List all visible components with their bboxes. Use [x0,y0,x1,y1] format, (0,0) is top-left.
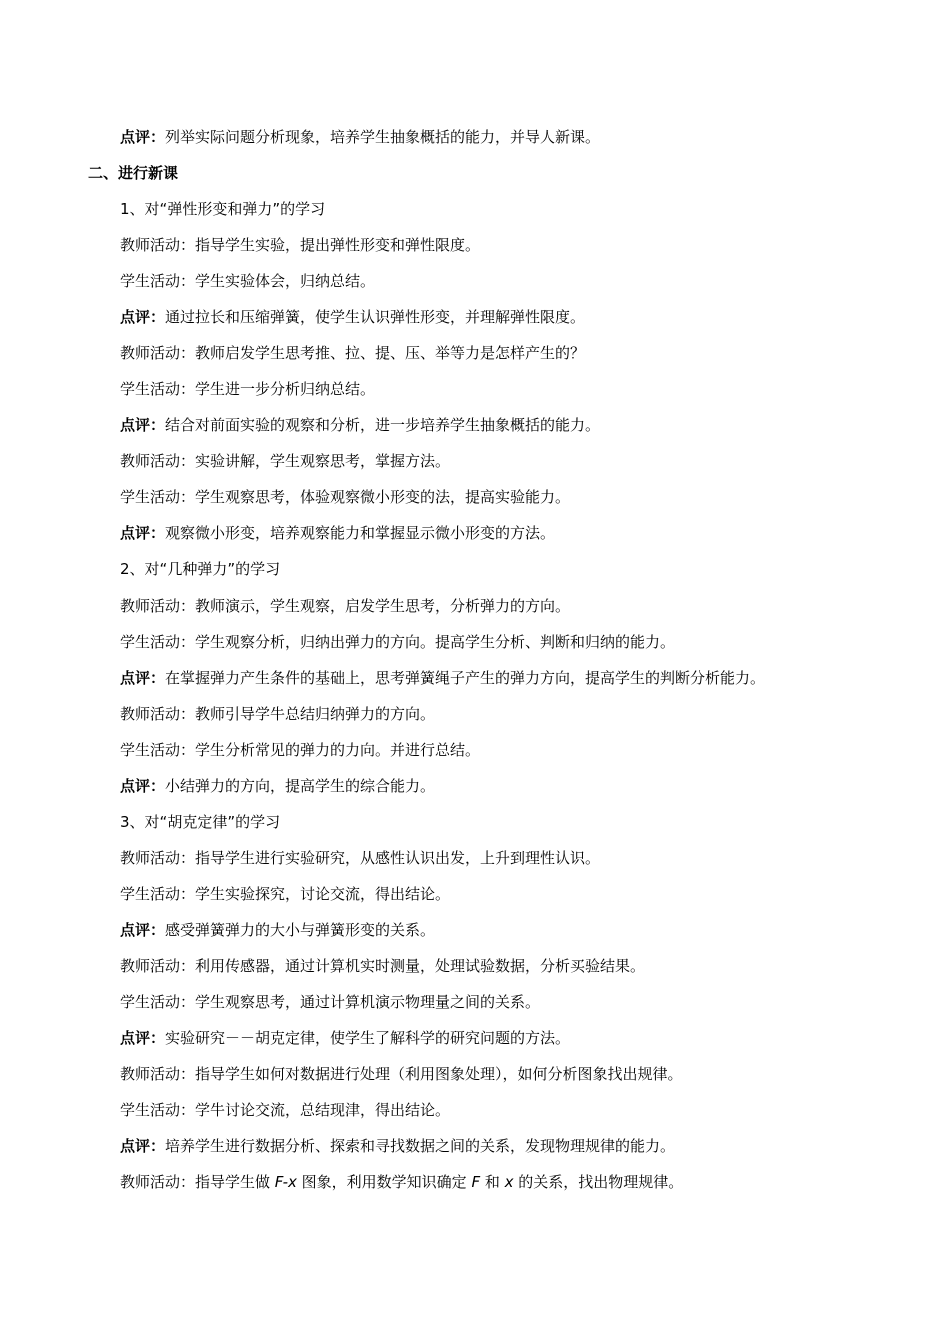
comment-text: 观察微小形变，培养观察能力和掌握显示微小形变的方法。 [165,524,556,542]
variable-f: F [471,1173,481,1191]
comment-text: 列举实际问题分析现象，培养学生抽象概括的能力，并导人新课。 [165,128,601,146]
activity-text: 学生观察分析，归纳出弹力的方向。提高学生分析、判断和归纳的能力。 [195,633,676,651]
activity-text: 的关系，找出物理规律。 [513,1173,684,1191]
activity-label: 教师活动： [120,705,196,723]
activity-label: 教师活动： [120,236,196,254]
activity-text: 指导学生进行实验研究，从感性认识出发，上升到理性认识。 [195,849,601,867]
teacher-activity [120,956,645,976]
comment [120,307,585,327]
activity-text: 学生观察思考，体验观察微小形变的法，提高实验能力。 [195,488,571,506]
comment-label: 点评： [120,921,166,939]
activity-label: 教师活动： [120,1065,196,1083]
teacher-activity [120,343,585,363]
comment-label: 点评： [120,416,166,434]
comment-text: 结合对前面实验的观察和分析，进一步培养学生抽象概括的能力。 [165,416,601,434]
comment-text: 小结弹力的方向，提高学生的综合能力。 [165,777,436,795]
teacher-activity [120,451,450,471]
activity-text: 指导学生如何对数据进行处理（利用图象处理），如何分析图象找出规律。 [195,1065,683,1083]
comment [120,920,435,940]
comment-text: 培养学生进行数据分析、探索和寻找数据之间的关系，发现物理规律的能力。 [165,1137,676,1155]
teacher-activity [120,1064,683,1084]
comment [120,1028,570,1048]
student-activity [120,487,570,507]
activity-text: 学生实验探究，讨论交流，得出结论。 [195,885,451,903]
activity-label: 学生活动： [120,380,196,398]
student-activity [120,740,480,760]
comment [120,776,435,796]
comment [120,1136,675,1156]
activity-label: 学生活动： [120,1101,196,1119]
teacher-activity-last [120,1172,683,1192]
comment-text: 感受弹簧弹力的大小与弹簧形变的关系。 [165,921,436,939]
subsection-title-1: 1、对“弹性形变和弹力”的学习 [120,200,326,218]
activity-text: 指导学生做 [195,1173,275,1191]
activity-label: 教师活动： [120,1173,196,1191]
comment-label: 点评： [120,777,166,795]
student-activity [120,271,375,291]
comment-label: 点评： [120,1029,166,1047]
comment-label: 点评： [120,1137,166,1155]
activity-label: 学生活动： [120,741,196,759]
comment [120,415,600,435]
activity-text: 和 [480,1173,505,1191]
comment [120,668,765,688]
activity-label: 学生活动： [120,993,196,1011]
activity-label: 教师活动： [120,957,196,975]
comment-text: 实验研究－－胡克定律，使学生了解科学的研究问题的方法。 [165,1029,571,1047]
activity-label: 教师活动： [120,452,196,470]
activity-text: 教师演示，学生观察，启发学生思考，分析弹力的方向。 [195,597,571,615]
activity-label: 学生活动： [120,633,196,651]
activity-text: 学生实验体会，归纳总结。 [195,272,376,290]
student-activity [120,992,540,1012]
activity-label: 教师活动： [120,849,196,867]
activity-text: 学牛讨论交流，总结现津，得出结论。 [195,1101,451,1119]
activity-label: 教师活动： [120,597,196,615]
teacher-activity [120,704,435,724]
section-heading: 二、进行新课 [88,164,179,182]
teacher-activity [120,235,480,255]
activity-label: 学生活动： [120,272,196,290]
variable-fx: F-x [274,1173,297,1191]
activity-text: 图象，利用数学知识确定 [296,1173,472,1191]
activity-text: 指导学生实验，提出弹性形变和弹性限度。 [195,236,481,254]
variable-x: x [504,1173,514,1191]
activity-label: 学生活动： [120,885,196,903]
teacher-activity [120,596,570,616]
activity-text: 学生观察思考，通过计算机演示物理量之间的关系。 [195,993,541,1011]
teacher-activity [120,848,600,868]
activity-text: 实验讲解，学生观察思考，掌握方法。 [195,452,451,470]
subsection-title-2: 2、对“几种弹力”的学习 [120,560,281,578]
activity-text: 教师启发学生思考推、拉、提、压、举等力是怎样产生的？ [195,344,586,362]
subsection-title-3: 3、对“胡克定律”的学习 [120,813,281,831]
activity-text: 利用传感器，通过计算机实时测量，处理试验数据，分析买验结果。 [195,957,646,975]
student-activity [120,884,450,904]
activity-label: 学生活动： [120,488,196,506]
activity-text: 学生分析常见的弹力的力向。并进行总结。 [195,741,481,759]
comment-label: 点评： [120,308,166,326]
comment-text: 通过拉长和压缩弹簧，使学生认识弹性形变，并理解弹性限度。 [165,308,586,326]
student-activity [120,632,675,652]
activity-text: 教师引导学牛总结归纳弹力的方向。 [195,705,436,723]
student-activity [120,1100,450,1120]
comment-label: 点评： [120,524,166,542]
activity-label: 教师活动： [120,344,196,362]
comment-label: 点评： [120,128,166,146]
student-activity [120,379,375,399]
comment [120,523,555,543]
comment-label: 点评： [120,669,166,687]
activity-text: 学生进一步分析归纳总结。 [195,380,376,398]
intro-comment [120,127,600,147]
comment-text: 在掌握弹力产生条件的基础上，思考弹簧绳子产生的弹力方向，提高学生的判断分析能力。 [165,669,766,687]
